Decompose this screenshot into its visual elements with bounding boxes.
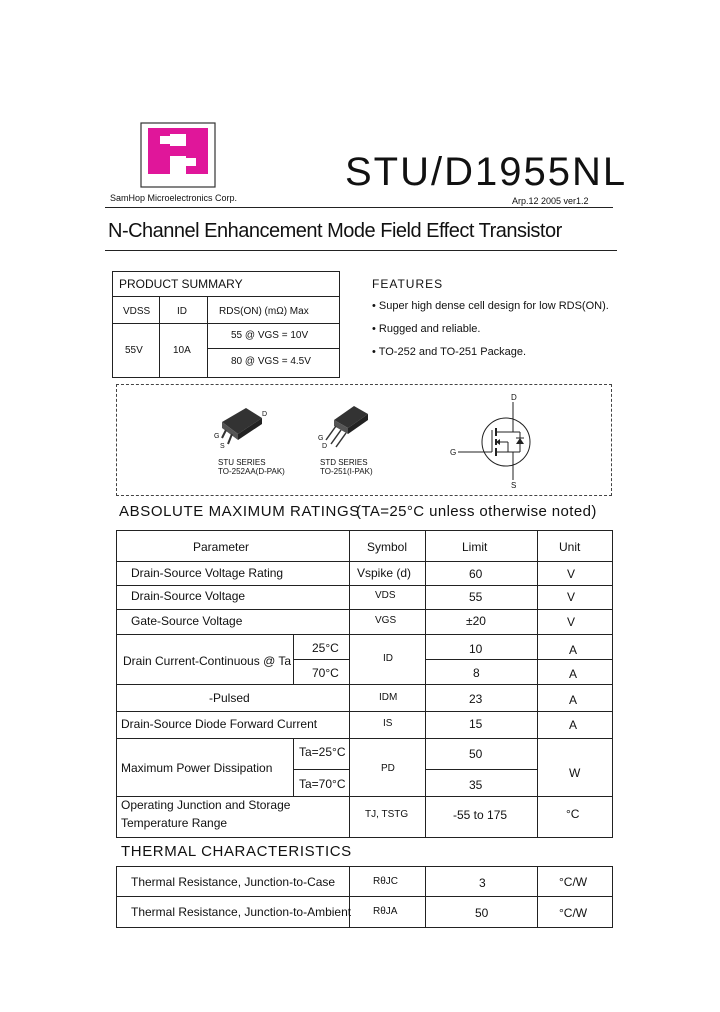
summary-id-label: ID: [177, 306, 187, 317]
row-is-unit: A: [569, 718, 578, 732]
row-id-unit-70: A: [569, 667, 578, 681]
summary-rds-label: RDS(ON) (mΩ) Max: [219, 306, 309, 317]
row-is-symbol: IS: [383, 718, 393, 729]
feature-item-3: • TO-252 and TO-251 Package.: [372, 346, 527, 358]
subtitle-rule: [105, 250, 617, 251]
row-vgs-symbol: VGS: [375, 615, 397, 626]
thermal-row-1-param: Thermal Resistance, Junction-to-Case: [131, 875, 336, 889]
summary-rds-2: 80 @ VGS = 4.5V: [231, 356, 311, 367]
row-is-param: Drain-Source Diode Forward Current: [121, 717, 318, 731]
thermal-row-2-param: Thermal Resistance, Junction-to-Ambient: [131, 905, 352, 919]
row-id-param: Drain Current-Continuous @ Ta: [123, 654, 292, 668]
row-pd-param: Maximum Power Dissipation: [121, 761, 273, 775]
row-vspike-limit: 60: [469, 567, 483, 581]
std-package-label: TO-251(I-PAK): [320, 467, 373, 476]
row-vspike-unit: V: [567, 567, 576, 581]
row-id-limit-25: 10: [469, 642, 483, 656]
thermal-table: [116, 866, 613, 928]
product-summary-table: [112, 271, 340, 378]
row-vgs-limit: ±20: [466, 614, 486, 628]
thermal-title: THERMAL CHARACTERISTICS: [121, 843, 352, 860]
row-id-unit-25: A: [569, 643, 578, 657]
document-subtitle: N-Channel Enhancement Mode Field Effect Transistor: [108, 220, 562, 242]
summary-vdss-label: VDSS: [123, 306, 151, 317]
std-series-label: STD SERIES: [320, 458, 368, 467]
row-vgs-param: Gate-Source Voltage: [131, 614, 243, 628]
summary-title: PRODUCT SUMMARY: [119, 277, 243, 291]
row-tj-limit: -55 to 175: [453, 808, 508, 822]
row-idm-unit: A: [569, 693, 578, 707]
header-unit: Unit: [559, 540, 581, 554]
row-pd-temp-70: Ta=70°C: [299, 777, 346, 791]
mosfet-symbol: [448, 392, 538, 490]
part-number-title: STU/D1955NL: [345, 150, 628, 194]
row-pd-unit: W: [569, 766, 581, 780]
row-idm-param: -Pulsed: [209, 691, 250, 705]
row-tj-param-2: Temperature Range: [121, 816, 228, 830]
company-name: SamHop Microelectronics Corp.: [110, 193, 238, 203]
row-tj-unit: °C: [566, 807, 580, 821]
row-idm-limit: 23: [469, 692, 483, 706]
abs-max-condition: (TA=25°C unless otherwise noted): [356, 503, 597, 520]
header-rule: [105, 207, 613, 208]
date-version: Arp.12 2005 ver1.2: [512, 196, 589, 206]
mosfet-pin-g: G: [450, 448, 457, 457]
feature-item-2: • Rugged and reliable.: [372, 323, 481, 335]
thermal-row-2-symbol: RθJA: [373, 906, 398, 917]
summary-id-value: 10A: [173, 345, 191, 356]
row-idm-symbol: IDM: [379, 692, 398, 703]
thermal-row-1-unit: °C/W: [559, 875, 588, 889]
summary-rds-1: 55 @ VGS = 10V: [231, 330, 309, 341]
row-vds-limit: 55: [469, 590, 483, 604]
row-vgs-unit: V: [567, 615, 576, 629]
thermal-row-2-value: 50: [475, 906, 489, 920]
thermal-row-1-symbol: RθJC: [373, 876, 399, 887]
company-logo: [140, 122, 216, 188]
mosfet-pin-s: S: [511, 481, 517, 490]
header-parameter: Parameter: [193, 540, 250, 554]
abs-max-table: [116, 530, 613, 838]
row-id-limit-70: 8: [473, 666, 480, 680]
row-vds-param: Drain-Source Voltage: [131, 589, 246, 603]
stu-package-label: TO-252AA(D-PAK): [218, 467, 285, 476]
features-title: FEATURES: [372, 277, 444, 291]
row-vds-symbol: VDS: [375, 590, 396, 601]
ipak-pin-g: G: [318, 435, 324, 442]
header-limit: Limit: [462, 540, 488, 554]
row-vds-unit: V: [567, 590, 576, 604]
row-vspike-symbol: Vspike (d): [357, 566, 412, 580]
dpak-package-drawing: [212, 404, 272, 450]
row-tj-param-1: Operating Junction and Storage: [121, 798, 291, 812]
dpak-pin-g: G: [214, 433, 220, 440]
ipak-package-drawing: [316, 400, 376, 450]
row-pd-limit-25: 50: [469, 747, 483, 761]
abs-max-title: ABSOLUTE MAXIMUM RATINGS: [119, 503, 360, 520]
thermal-row-2-unit: °C/W: [559, 906, 588, 920]
summary-vdss-value: 55V: [125, 345, 143, 356]
mosfet-pin-d: D: [511, 393, 517, 402]
row-pd-symbol: PD: [381, 763, 395, 774]
ipak-pin-d: D: [322, 443, 328, 450]
row-vspike-param: Drain-Source Voltage Rating: [131, 566, 284, 580]
row-id-symbol: ID: [383, 653, 393, 664]
row-id-temp-70: 70°C: [312, 666, 339, 680]
row-pd-temp-25: Ta=25°C: [299, 745, 346, 759]
row-is-limit: 15: [469, 717, 483, 731]
row-id-temp-25: 25°C: [312, 641, 339, 655]
dpak-pin-s: S: [220, 443, 225, 450]
thermal-row-1-value: 3: [479, 876, 486, 890]
header-symbol: Symbol: [367, 540, 408, 554]
feature-item-1: • Super high dense cell design for low RDS(ON).: [372, 300, 609, 312]
row-pd-limit-70: 35: [469, 778, 483, 792]
row-tj-symbol: TJ, TSTG: [365, 809, 409, 820]
stu-series-label: STU SERIES: [218, 458, 266, 467]
dpak-pin-d: D: [262, 411, 268, 418]
